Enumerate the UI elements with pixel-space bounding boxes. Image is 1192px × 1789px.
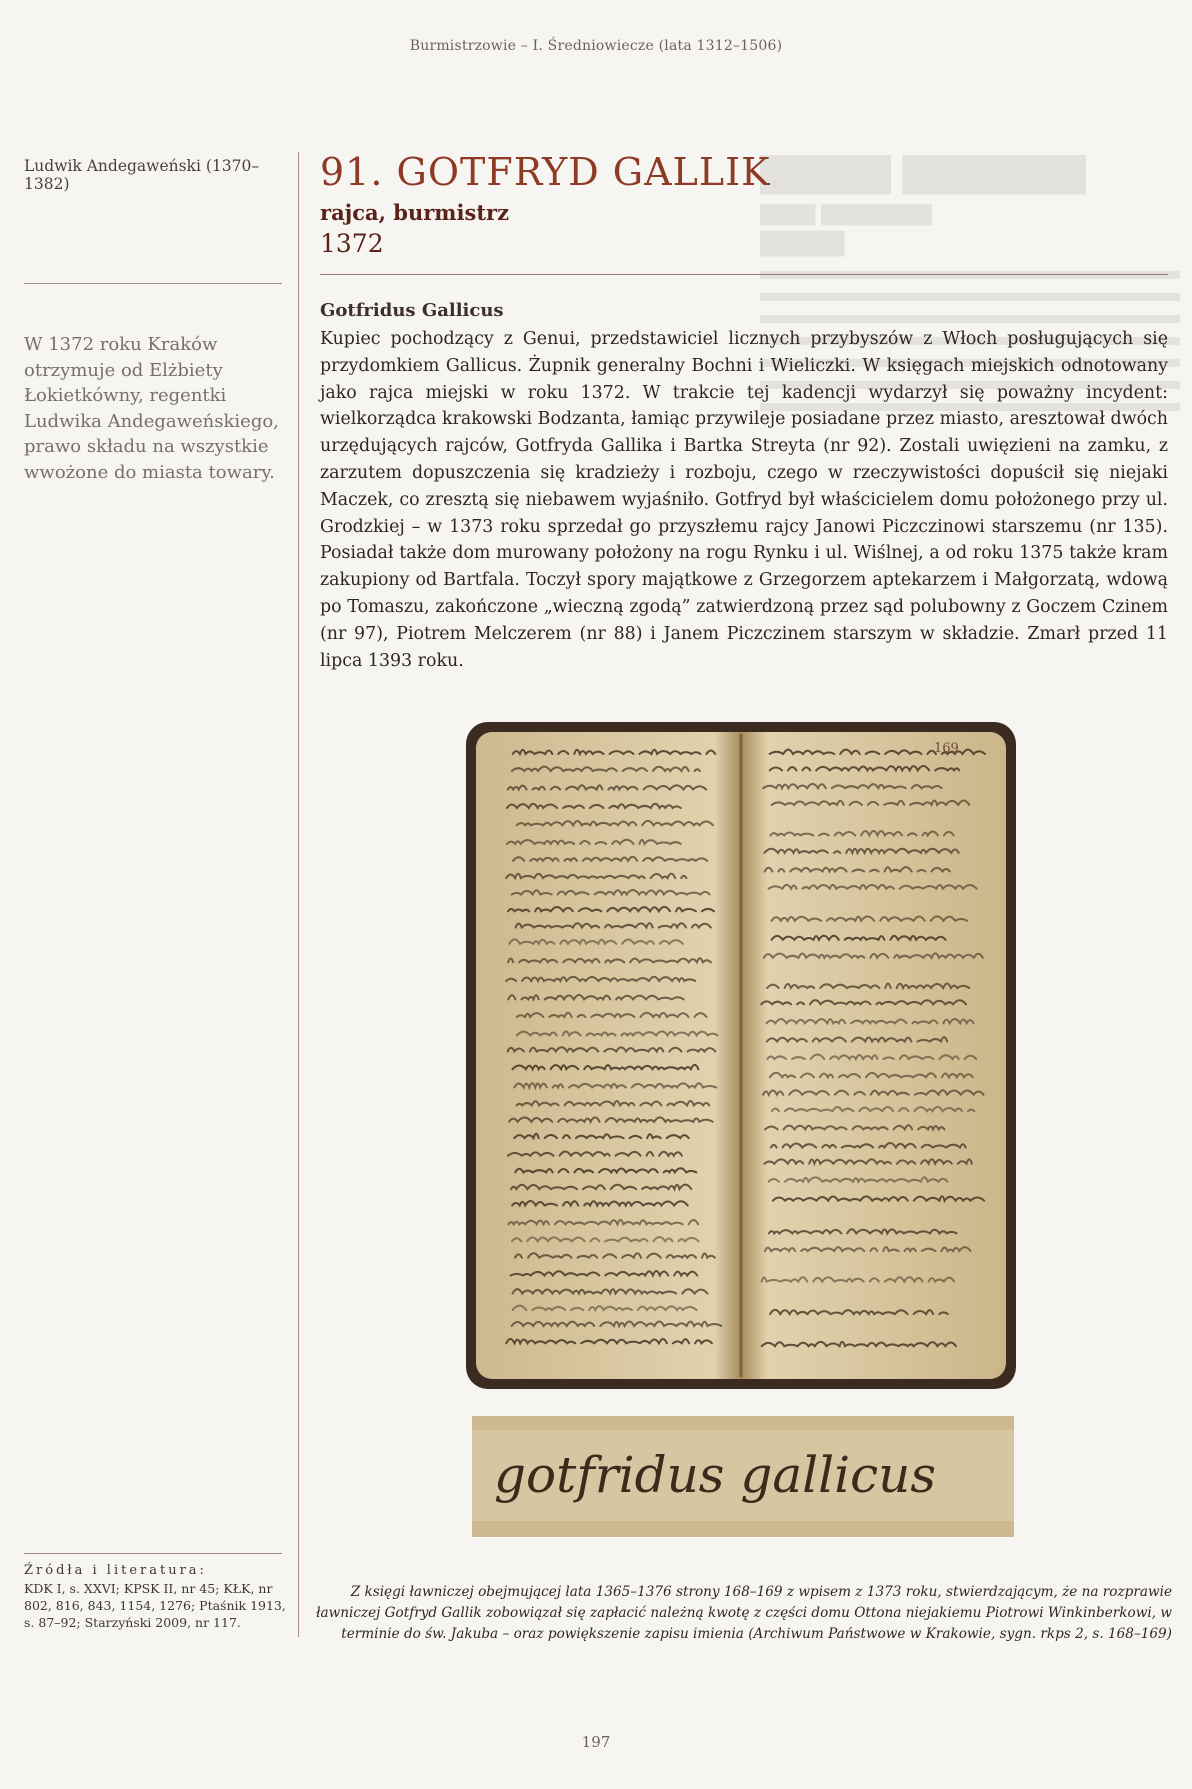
entry-title: 91. GOTFRYD GALLIK xyxy=(320,150,771,194)
sources-text: KDK I, s. XXVI; KPSK II, nr 45; KŁK, nr 802, 816, 843, 1154, 1276; Ptaśnik 1913, s. 87–92; Starzyński 2009, nr 117. xyxy=(24,1581,286,1630)
latin-name: Gotfridus Gallicus xyxy=(320,300,504,321)
reign-label: Ludwik Andegaweński (1370–1382) xyxy=(24,157,260,193)
sources-block xyxy=(24,1562,286,1631)
sidebar-divider xyxy=(24,283,282,284)
show-through-ghost: █████ ███████ ████ ████████ █████ xyxy=(760,155,1180,715)
column-divider xyxy=(298,152,299,1637)
sources-label: Źródła i literatura: xyxy=(24,1563,207,1578)
manuscript-photo xyxy=(466,722,1016,1389)
figure-caption: Z księgi ławniczej obejmującej lata 1365–1376 strony 168–169 z wpisem z 1373 roku, stwierdzającym, że na rozprawie ławniczej Gotfryd Gallik zobowiązał się zapłacić należną kwotę z części domu Ottona niejakiemu Piotrowi Winkinberkowi, w terminie do św. Jakuba – oraz powiększenie zapisu imienia (Archiwum Państwowe w Krakowie, sygn. rkps 2, s. 168–169) xyxy=(316,1584,1172,1642)
running-head: Burmistrzowie – I. Średniowiecze (lata 1312–1506) xyxy=(409,38,783,54)
inscription-zoom xyxy=(472,1416,1014,1537)
page-number: 197 xyxy=(581,1733,611,1751)
folio-mark: 169 xyxy=(934,741,959,756)
entry-subtitle: rajca, burmistrz xyxy=(320,200,510,225)
inscription-text: gotfridus gallicus xyxy=(494,1446,937,1504)
entry-year: 1372 xyxy=(320,229,384,258)
sidebar-note: W 1372 roku Kraków otrzymuje od Elżbiety Łokietkówny, regentki Ludwika Andegaweńskiego, prawo składu na wszystkie wwożone do miasta towary. xyxy=(24,334,279,483)
entry-header xyxy=(320,150,1168,275)
sources-divider xyxy=(24,1553,282,1554)
header-rule xyxy=(320,274,1168,275)
entry-body: Kupiec pochodzący z Genui, przedstawiciel licznych przybyszów z Włoch posługujących się przydomkiem Gallicus. Żupnik generalny Bochni i Wieliczki. W księgach miejskich odnotowany jako rajca miejski w roku 1372. W trakcie tej kadencji wydarzył się poważny incydent: wielkorządca krakowski Bodzanta, łamiąc przywileje posiadane przez miasto, aresztował dwóch urzędujących rajców, Gotfryda Gallika i Bartka Streyta (nr 92). Zostali uwięzieni na zamku, z zarzutem dopuszczenia się kradzieży i rozboju, czego w rzeczywistości dopuścił się niejaki Maczek, co zresztą się niebawem wyjaśniło. Gotfryd był właścicielem domu położonego przy ul. Grodzkiej – w 1373 roku sprzedał go przyszłemu rajcy Janowi Piczczinowi starszemu (nr 135). Posiadał także dom murowany położony na rogu Rynku i ul. Wiślnej, a od roku 1375 także kram zakupiony od Bartfala. Toczył spory majątkowe z Grzegorzem aptekarzem i Małgorzatą, wdową po Tomaszu, zakończone „wieczną zgodą” zatwierdzoną przez sąd polubowny z Goczem Czinem (nr 97), Piotrem Melczerem (nr 88) i Janem Piczczinem starszym w składzie. Zmarł przed 11 lipca 1393 roku. xyxy=(320,329,1168,671)
